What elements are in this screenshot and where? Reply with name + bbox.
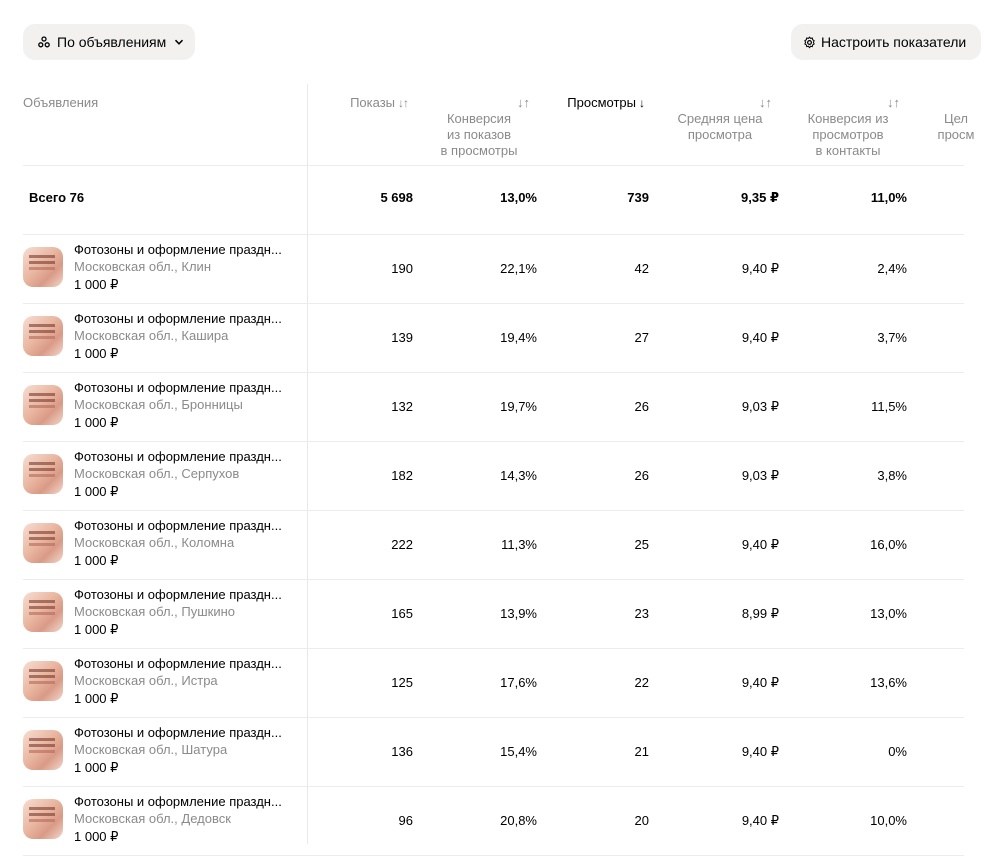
table-row[interactable] [0, 511, 964, 580]
ad-title[interactable]: Фотозоны и оформление праздн... [74, 725, 282, 740]
table-row[interactable] [0, 580, 964, 649]
col-header-conv-views-label: Конверсия из показов в просмотры [440, 111, 518, 158]
ad-thumbnail[interactable] [23, 316, 63, 356]
configure-metrics-button[interactable] [791, 24, 981, 60]
ad-thumbnail[interactable] [23, 592, 63, 632]
cell-shows: 125 [391, 675, 413, 690]
cell-avg-price: 9,40 ₽ [741, 675, 779, 690]
configure-metrics-label: Настроить показатели [821, 34, 967, 50]
cell-conv-contacts: 3,7% [877, 330, 907, 345]
cell-conv-contacts: 13,6% [870, 675, 907, 690]
col-header-views-label: Просмотры [567, 95, 636, 110]
cell-shows: 136 [391, 744, 413, 759]
col-header-conv-contacts-label: Конверсия из просмотров в контакты [807, 111, 889, 158]
cell-conv-views: 13,9% [500, 606, 537, 621]
cell-avg-price: 9,40 ₽ [741, 813, 779, 828]
cell-conv-views: 17,6% [500, 675, 537, 690]
ad-price: 1 000 ₽ [74, 277, 119, 292]
ad-price: 1 000 ₽ [74, 553, 119, 568]
cell-avg-price: 9,03 ₽ [741, 468, 779, 483]
cell-views: 26 [634, 468, 649, 483]
cell-shows: 182 [391, 468, 413, 483]
cell-conv-views: 20,8% [500, 813, 537, 828]
table-row[interactable] [0, 649, 964, 718]
sort-icon: ↓↑ [398, 96, 408, 110]
cell-views: 20 [634, 813, 649, 828]
cell-conv-views: 19,4% [500, 330, 537, 345]
cell-shows: 132 [391, 399, 413, 414]
col-header-ads: Объявления [23, 95, 99, 110]
ad-location: Московская обл., Истра [74, 673, 218, 688]
ad-location: Московская обл., Клин [74, 259, 211, 274]
totals-views: 739 [627, 190, 649, 205]
ad-thumbnail[interactable] [23, 247, 63, 287]
col-header-shows-label: Показы [350, 95, 395, 110]
cell-views: 42 [634, 261, 649, 276]
cell-conv-views: 15,4% [500, 744, 537, 759]
cell-avg-price: 8,99 ₽ [741, 606, 779, 621]
ad-title[interactable]: Фотозоны и оформление праздн... [74, 311, 282, 326]
cell-views: 25 [634, 537, 649, 552]
totals-avg-price: 9,35 ₽ [741, 190, 779, 205]
ad-thumbnail[interactable] [23, 730, 63, 770]
col-header-shows[interactable] [330, 95, 408, 111]
totals-conv-contacts: 11,0% [870, 190, 907, 205]
ad-location: Московская обл., Бронницы [74, 397, 243, 412]
totals-shows: 5 698 [380, 190, 413, 205]
cell-conv-contacts: 13,0% [870, 606, 907, 621]
cell-conv-contacts: 3,8% [877, 468, 907, 483]
cell-views: 27 [634, 330, 649, 345]
group-by-label: По объявлениям [57, 34, 167, 50]
table-row[interactable] [0, 373, 964, 442]
cell-conv-views: 22,1% [500, 261, 537, 276]
ad-thumbnail[interactable] [23, 661, 63, 701]
col-header-target-views[interactable] [926, 95, 986, 143]
ad-location: Московская обл., Шатура [74, 742, 228, 757]
ad-title[interactable]: Фотозоны и оформление праздн... [74, 656, 282, 671]
table-row[interactable] [0, 787, 964, 856]
ad-price: 1 000 ₽ [74, 622, 119, 637]
table-row[interactable] [0, 235, 964, 304]
sort-down-icon: ↓ [639, 96, 644, 110]
totals-row [0, 166, 964, 234]
ad-price: 1 000 ₽ [74, 346, 119, 361]
group-icon [38, 36, 50, 48]
ad-title[interactable]: Фотозоны и оформление праздн... [74, 587, 282, 602]
cell-avg-price: 9,40 ₽ [741, 261, 779, 276]
col-header-views[interactable] [550, 95, 644, 111]
cell-views: 23 [634, 606, 649, 621]
ad-title[interactable]: Фотозоны и оформление праздн... [74, 518, 282, 533]
gear-icon [803, 36, 816, 49]
group-by-dropdown[interactable] [23, 24, 195, 60]
cell-avg-price: 9,03 ₽ [741, 399, 779, 414]
chevron-down-icon [174, 37, 184, 47]
ad-title[interactable]: Фотозоны и оформление праздн... [74, 242, 282, 257]
cell-shows: 165 [391, 606, 413, 621]
cell-shows: 190 [391, 261, 413, 276]
ad-price: 1 000 ₽ [74, 691, 119, 706]
cell-shows: 222 [391, 537, 413, 552]
sort-icon: ↓↑ [517, 95, 530, 110]
cell-conv-views: 19,7% [500, 399, 537, 414]
cell-conv-contacts: 10,0% [870, 813, 907, 828]
cell-views: 22 [634, 675, 649, 690]
ad-location: Московская обл., Пушкино [74, 604, 236, 619]
cell-views: 21 [634, 744, 649, 759]
ad-location: Московская обл., Коломна [74, 535, 235, 550]
totals-label: Всего 76 [29, 190, 85, 205]
cell-views: 26 [634, 399, 649, 414]
totals-conv-views: 13,0% [500, 190, 537, 205]
ad-thumbnail[interactable] [23, 799, 63, 839]
cell-conv-contacts: 2,4% [877, 261, 907, 276]
ad-location: Московская обл., Кашира [74, 328, 229, 343]
col-header-target-views-label: Цел просм [937, 111, 975, 142]
sort-icon: ↓↑ [759, 95, 772, 110]
cell-shows: 139 [391, 330, 413, 345]
cell-conv-contacts: 11,5% [871, 399, 907, 414]
col-header-avg-price-label: Средняя цена просмотра [677, 111, 763, 142]
table-row[interactable] [0, 442, 964, 511]
ad-thumbnail[interactable] [23, 454, 63, 494]
ad-title[interactable]: Фотозоны и оформление праздн... [74, 380, 282, 395]
ad-title[interactable]: Фотозоны и оформление праздн... [74, 794, 282, 809]
cell-conv-contacts: 16,0% [870, 537, 907, 552]
ad-price: 1 000 ₽ [74, 484, 119, 499]
ad-price: 1 000 ₽ [74, 760, 119, 775]
cell-shows: 96 [398, 813, 413, 828]
cell-avg-price: 9,40 ₽ [741, 330, 779, 345]
cell-avg-price: 9,40 ₽ [741, 744, 779, 759]
ad-price: 1 000 ₽ [74, 415, 119, 430]
ad-title[interactable]: Фотозоны и оформление праздн... [74, 449, 282, 464]
ad-price: 1 000 ₽ [74, 829, 119, 844]
ad-thumbnail[interactable] [23, 523, 63, 563]
ad-location: Московская обл., Серпухов [74, 466, 240, 481]
sort-icon: ↓↑ [887, 95, 900, 110]
ad-location: Московская обл., Дедовск [74, 811, 231, 826]
ad-thumbnail[interactable] [23, 385, 63, 425]
table-row[interactable] [0, 304, 964, 373]
cell-conv-views: 11,3% [501, 537, 537, 552]
table-row[interactable] [0, 718, 964, 787]
cell-conv-views: 14,3% [500, 468, 537, 483]
cell-conv-contacts: 0% [888, 744, 907, 759]
cell-avg-price: 9,40 ₽ [741, 537, 779, 552]
